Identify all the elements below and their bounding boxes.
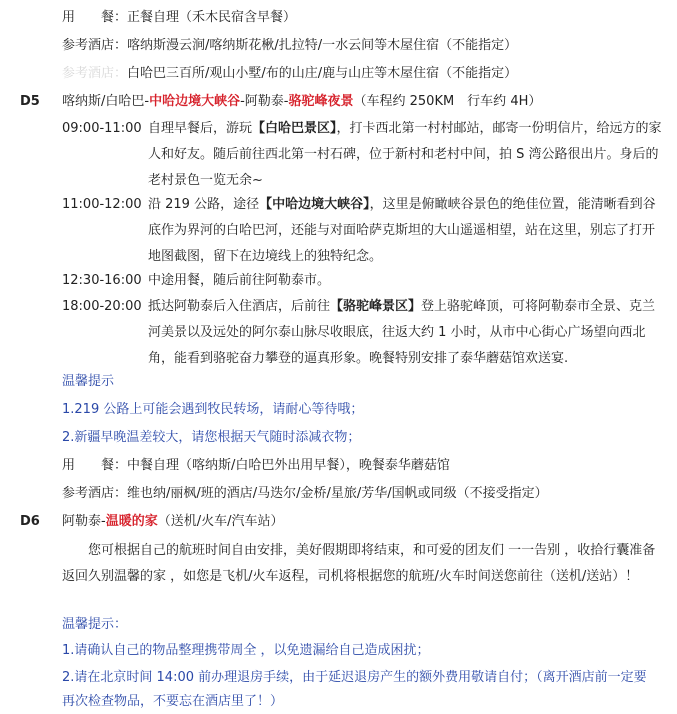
time-slot: 11:00-12:00 (62, 197, 142, 212)
tip-item: 1.请确认自己的物品整理携带周全 ，以免遗漏给自己造成困扰； (62, 643, 430, 658)
tip-item: 2.请在北京时间 14:00 前办理退房手续，由于延迟退房产生的额外费用敬请自付；（离开酒店前一定要再次检查物品，不要忘在酒店里了！） (62, 670, 647, 709)
route-d6-transfer: （送机/火车/汽车站） (157, 514, 284, 529)
meal-label: 用 餐： (62, 10, 128, 25)
meal-row-d4 (62, 8, 296, 28)
route-d5-highlight-1: 中哈边境大峡谷 (149, 94, 241, 109)
hotel-row-d5 (62, 484, 548, 504)
meal-row-d5 (62, 456, 450, 476)
meal-text: 正餐自理（禾木民宿含早餐） (127, 10, 297, 25)
route-d6-highlight: 温暖的家 (105, 514, 158, 529)
activity-desc: 抵达阿勒泰后入住酒店，后前往【骆驼峰景区】登上骆驼峰顶，可将阿勒泰市全景、克兰河美景以及远处的阿尔泰山脉尽收眼底，往返大约 1 小时，从市中心街心广场望向西北角，能看到骆驼奋力攀登的逼真形象。晚餐特别安排了泰华蘑菇馆欢送宴. (148, 299, 656, 366)
route-d6-a: 阿勒泰- (62, 514, 106, 529)
route-d5-c: -阿勒泰- (240, 94, 289, 109)
hotel-row-d4-alt (62, 64, 517, 84)
tip-item: 1.219 公路上可能会遇到牧民转场，请耐心等待哦； (62, 402, 364, 417)
route-d5 (62, 92, 541, 112)
tip-item: 2.新疆早晚温差较大，请您根据天气随时添减衣物； (62, 430, 361, 445)
hotel-text-alt: 白哈巴三百所/观山小墅/布的山庄/鹿与山庄等木屋住宿（不能指定） (127, 66, 518, 81)
hotel-row-d4 (62, 36, 517, 56)
hotel-label-faint: 参考酒店： (62, 66, 128, 81)
route-d5-highlight-2: 骆驼峰夜景 (288, 94, 354, 109)
hotel-label: 参考酒店： (62, 38, 128, 53)
spot-name: 【白哈巴景区】 (252, 121, 337, 136)
hotel-text: 维也纳/丽枫/班的酒店/马迭尔/金桥/星旅/芳华/国帆或同级（不接受指定） (127, 486, 548, 501)
spot-name: 【骆驼峰景区】 (330, 299, 422, 314)
spot-name: 【中哈边境大峡谷】 (259, 197, 370, 212)
activity-desc: 自理早餐后，游玩【白哈巴景区】，打卡西北第一村村邮站，邮寄一份明信片，给远方的家人和好友。随后前往西北第一村石碑，位于新村和老村中间，拍 S 湾公路很出片。身后的老村景色一览无余~ (148, 121, 662, 188)
day-label-d6: D6 (20, 514, 40, 529)
route-d5-duration: （车程约 250KM 行车约 4H） (353, 94, 542, 109)
time-slot: 18:00-20:00 (62, 299, 142, 314)
d6-paragraph: 您可根据自己的航班时间自由安排，美好假期即将结束，和可爱的团友们 一一告别 ，收拾行囊准备返回久别温馨的家 ，如您是飞机/火车返程，司机将根据您的航班/火车时间送您前往（送机/送站）！ (62, 543, 656, 584)
time-slot: 09:00-11:00 (62, 121, 142, 136)
meal-label: 用 餐： (62, 458, 128, 473)
meal-text: 中餐自理（喀纳斯/白哈巴外出用早餐），晚餐泰华蘑菇馆 (127, 458, 450, 473)
hotel-text: 喀纳斯漫云涧/喀纳斯花楸/扎拉特/一水云间等木屋住宿（不能指定） (127, 38, 518, 53)
route-d6 (62, 512, 283, 532)
activity-desc: 沿 219 公路，途径【中哈边境大峡谷】，这里是俯瞰峡谷景色的绝佳位置，能清晰看到谷底作为界河的白哈巴河，还能与对面哈萨克斯坦的大山遥遥相望，站在这里，别忘了打开地图截图，留下在边境线上的独特纪念。 (148, 197, 656, 264)
tips-title-d6: 温馨提示： (62, 617, 128, 632)
hotel-label: 参考酒店： (62, 486, 128, 501)
activity-desc: 中途用餐，随后前往阿勒泰市。 (148, 273, 331, 288)
tips-title-d5: 温馨提示 (62, 374, 115, 389)
day-label-d5: D5 (20, 94, 40, 109)
time-slot: 12:30-16:00 (62, 273, 142, 288)
route-d5-a: 喀纳斯/白哈巴- (62, 94, 150, 109)
